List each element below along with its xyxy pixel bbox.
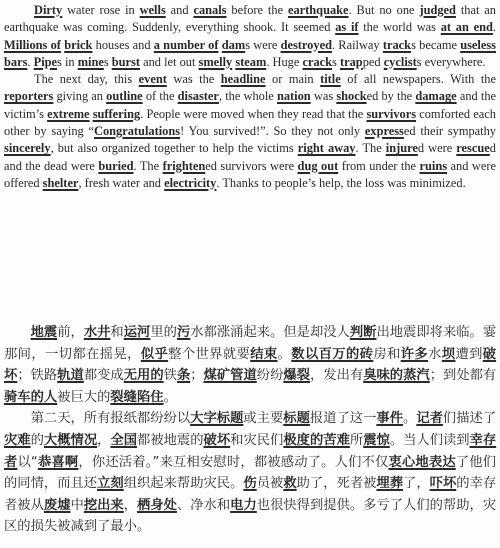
vocab-keyword: 极度的	[283, 432, 324, 448]
vocab-keyword: dam	[221, 37, 246, 52]
text-run: that an earthquake was coming. Suddenly, everything shook. It seemed	[4, 3, 497, 35]
vocab-keyword: 地震	[30, 325, 58, 340]
text-run: ed by the	[366, 89, 416, 104]
vocab-keyword: 坝	[441, 346, 456, 362]
text-run: ed their sympathy	[403, 124, 497, 139]
text-run: 。	[163, 389, 177, 405]
text-run: . But no one	[348, 3, 420, 17]
vocab-keyword: 栖身处	[137, 497, 177, 513]
text-run: of the	[142, 89, 178, 104]
text-run: before the	[226, 3, 288, 17]
vocab-keyword: sincerely	[4, 141, 51, 156]
text-run: 助了，死者被	[296, 476, 377, 492]
text-run: ，发出有	[310, 368, 364, 384]
text-run: 。	[403, 411, 417, 427]
vocab-keyword: shock	[336, 89, 367, 104]
text-run: giving an	[53, 89, 107, 104]
text-run: .	[27, 54, 34, 69]
text-run: 的幸存者被从	[4, 476, 497, 513]
vocab-keyword: 许多	[400, 346, 429, 362]
text-run: from under the	[338, 158, 420, 173]
vocab-keyword: 臭味的	[363, 368, 404, 384]
text-run: 都被地震的	[137, 432, 204, 448]
vocab-keyword: Congratulations	[94, 124, 181, 139]
text-run: and	[165, 3, 194, 17]
vocab-keyword: 运河	[123, 325, 151, 340]
text-run: 。当人们读到	[389, 432, 470, 448]
vocab-keyword: buried	[98, 158, 134, 173]
text-run: the world was	[358, 20, 441, 35]
vocab-keyword: shelter	[42, 175, 79, 190]
english-passage	[4, 2, 496, 192]
vocab-keyword: bars	[4, 54, 28, 69]
text-run: 了，	[403, 476, 430, 492]
vocab-keyword: 幸存者	[4, 432, 497, 470]
vocab-keyword: trap	[339, 54, 363, 69]
vocab-keyword: 似乎	[140, 346, 169, 362]
vocab-keyword: 骑车的人	[4, 389, 58, 405]
text-run: 组织起来帮助灾民。	[123, 476, 244, 492]
vocab-keyword: 立刻	[97, 476, 124, 492]
text-run: The next day, this	[34, 72, 139, 87]
text-run: 的	[30, 432, 44, 448]
vocab-keyword: Pipe	[33, 54, 58, 69]
text-run: was	[310, 89, 337, 104]
vocab-keyword: 轨道	[57, 368, 84, 384]
vocab-keyword: survivors	[366, 106, 417, 121]
text-run: 以“	[17, 454, 38, 470]
vocab-keyword: suffering	[92, 106, 141, 121]
vocab-keyword: as if	[335, 20, 359, 35]
text-run: s were	[245, 37, 281, 52]
vocab-keyword: 水井	[83, 325, 111, 340]
vocab-keyword: 蒸汽	[403, 368, 430, 384]
text-run: 和灾民们	[230, 432, 284, 448]
vocab-keyword: judged	[419, 3, 456, 17]
vocab-keyword: a number of	[153, 37, 219, 52]
vocab-keyword: 事件	[376, 411, 403, 427]
vocab-keyword: 无用的	[123, 368, 164, 384]
vocab-keyword: 埋葬	[376, 476, 404, 492]
vocab-keyword: 结束	[250, 346, 278, 362]
text-run: 都变成	[83, 368, 124, 384]
text-run: and the victim’s	[4, 89, 497, 121]
text-run: 整个世界就要	[168, 346, 251, 362]
text-run: ；	[190, 368, 204, 384]
vocab-keyword: ruins	[419, 158, 448, 173]
vocab-keyword: 救	[283, 476, 297, 492]
vocab-keyword: 苦难	[323, 432, 350, 448]
text-run: 水	[428, 346, 442, 362]
text-run: 所	[349, 432, 364, 448]
vocab-keyword: destroyed	[280, 37, 332, 52]
vocab-keyword: 伤	[243, 476, 257, 492]
vocab-keyword: extreme	[47, 106, 90, 121]
text-run: . Thanks to people’s help, the loss was minimized.	[216, 175, 466, 190]
vocab-keyword: nation	[276, 89, 311, 104]
text-run: of all newspapers. With the	[340, 72, 497, 87]
vocab-keyword: express	[364, 124, 404, 139]
vocab-keyword: 破坏	[203, 432, 231, 448]
text-run: and let out	[140, 54, 199, 69]
text-run: houses and	[92, 37, 154, 52]
vocab-keyword: 电力	[230, 497, 257, 513]
vocab-keyword: track	[382, 37, 412, 52]
text-run: . People were moved when they read that the	[140, 106, 367, 121]
vocab-keyword: 挖出来	[83, 497, 124, 513]
vocab-keyword: Dirty	[34, 3, 63, 17]
text-run: 被巨大的	[57, 389, 111, 405]
vocab-keyword: headline	[220, 72, 266, 87]
vocab-keyword: 标题	[283, 411, 310, 427]
vocab-keyword: reporters	[4, 89, 54, 104]
text-run: , fresh water and	[78, 175, 165, 190]
text-run: ，	[97, 432, 111, 448]
vocab-keyword: outline	[106, 89, 143, 104]
vocab-keyword: 全国	[110, 432, 138, 448]
chinese-paragraph-1	[4, 322, 496, 408]
text-run: . The	[355, 141, 386, 156]
chinese-paragraph-2	[4, 408, 496, 538]
english-paragraph-2	[4, 71, 496, 192]
text-run: ，	[123, 497, 138, 513]
text-run: was the	[166, 72, 221, 87]
text-run: . Huge	[266, 54, 303, 69]
vocab-keyword: damage	[415, 89, 457, 104]
text-run: . Railway	[331, 37, 383, 52]
vocab-keyword: steam	[235, 54, 267, 69]
vocab-keyword: 废墟	[43, 497, 71, 513]
vocab-keyword: electricity	[164, 175, 217, 190]
text-run: 、净水和	[176, 497, 231, 513]
vocab-keyword: 判断	[349, 325, 377, 340]
vocab-keyword: 破坏	[4, 346, 497, 384]
text-run: s in	[57, 54, 78, 69]
text-run: . The	[133, 158, 163, 173]
vocab-keyword: 大概情况	[43, 432, 98, 448]
text-run: , the whole	[218, 89, 277, 104]
text-run: ! You survived!”. So they not only	[180, 124, 365, 139]
text-run: 。	[277, 346, 292, 362]
text-run: 中	[70, 497, 84, 513]
text-run: 前，	[57, 325, 84, 340]
vocab-keyword: 爆裂	[283, 368, 310, 384]
text-run: 和	[110, 325, 124, 340]
vocab-keyword: cyclist	[383, 54, 417, 69]
text-run: s became	[411, 37, 461, 52]
vocab-keyword: 数以百万的	[291, 346, 360, 362]
vocab-keyword: right away	[297, 141, 356, 156]
text-run: 房和	[373, 346, 401, 362]
vocab-keyword: 陷	[136, 389, 151, 405]
text-run: .	[492, 20, 496, 35]
text-run: 纷纷	[256, 368, 284, 384]
vocab-keyword: injure	[385, 141, 418, 156]
text-run: s	[332, 54, 340, 69]
text-run: 也很快得到提供。多亏了人们的帮助，灾区的损失被减到了最小。	[4, 497, 497, 535]
vocab-keyword: event	[138, 72, 167, 87]
vocab-keyword: 震惊	[363, 432, 390, 448]
text-run: ed survivors were	[205, 158, 298, 173]
vocab-keyword: 条	[176, 368, 191, 384]
text-run: ，你还活着。”来互相安慰时，都被感动了。人们不仅	[78, 454, 389, 470]
english-paragraph-1	[4, 2, 496, 71]
text-run: and were offered	[4, 158, 496, 190]
text-run: 遭到	[455, 346, 483, 362]
vocab-keyword: 记者	[416, 411, 443, 427]
vocab-keyword: canals	[193, 3, 227, 17]
vocab-keyword: useless	[460, 37, 497, 52]
text-run: or main	[265, 72, 321, 87]
text-run: ；铁路	[17, 368, 58, 384]
chinese-passage	[4, 322, 496, 538]
text-run: s everywhere.	[416, 54, 486, 69]
vocab-keyword: 污	[176, 325, 191, 340]
vocab-keyword: earthquake	[287, 3, 349, 17]
text-run: 水都涨涌起来。但是却没人	[190, 325, 350, 340]
text-run: comforted each other by saying “	[4, 106, 496, 139]
vocab-keyword: dug out	[297, 158, 339, 173]
text-run: ；到处都有	[429, 368, 497, 384]
vocab-keyword: rescue	[456, 141, 490, 156]
vocab-keyword: at an end	[440, 20, 493, 35]
text-run: d and the dead were	[4, 141, 496, 173]
vocab-keyword: 煤矿	[203, 368, 231, 384]
vocab-keyword: burst	[111, 54, 140, 69]
vocab-keyword: 管道	[230, 368, 257, 384]
text-run: s	[103, 54, 112, 69]
vocab-keyword: 恭喜啊	[37, 454, 79, 470]
vocab-keyword: 裂缝	[110, 389, 137, 405]
vocab-keyword: 住	[150, 389, 164, 405]
text-run: d were	[417, 141, 457, 156]
vocab-keyword: wells	[139, 3, 166, 17]
vocab-keyword: 灾难	[4, 432, 31, 448]
text-run: water rose in	[62, 3, 140, 17]
vocab-keyword: brick	[64, 37, 93, 52]
text-run: , but also organized together to help the victims	[50, 141, 298, 156]
vocab-keyword: 吓坏	[429, 476, 457, 492]
text-run: 或主要	[243, 411, 284, 427]
text-run: ped	[362, 54, 384, 69]
text-run: 第二天，所有报纸都纷纷以	[30, 411, 191, 427]
vocab-keyword: crack	[302, 54, 333, 69]
vocab-keyword: 表达	[428, 454, 456, 470]
text-run: 铁	[163, 368, 177, 384]
vocab-keyword: Millions of	[4, 37, 61, 52]
vocab-keyword: 砖	[359, 346, 374, 362]
vocab-keyword: disaster	[177, 89, 219, 104]
vocab-keyword: mine	[77, 54, 104, 69]
text-run: 里的	[150, 325, 177, 340]
text-run: 报道了这一	[309, 411, 377, 427]
text-run: 了他们的同情，而且还	[4, 454, 497, 492]
vocab-keyword: smelly	[198, 54, 233, 69]
text-run: 员被	[256, 476, 284, 492]
vocab-keyword: 衷心地	[388, 454, 429, 470]
vocab-keyword: 大字标题	[190, 411, 244, 427]
vocab-keyword: frighten	[162, 158, 206, 173]
text-run: 出地震即将来临。霎那间，一切都在摇晃，	[4, 325, 497, 362]
text-run: 们描述了	[442, 411, 497, 427]
vocab-keyword: title	[320, 72, 341, 87]
